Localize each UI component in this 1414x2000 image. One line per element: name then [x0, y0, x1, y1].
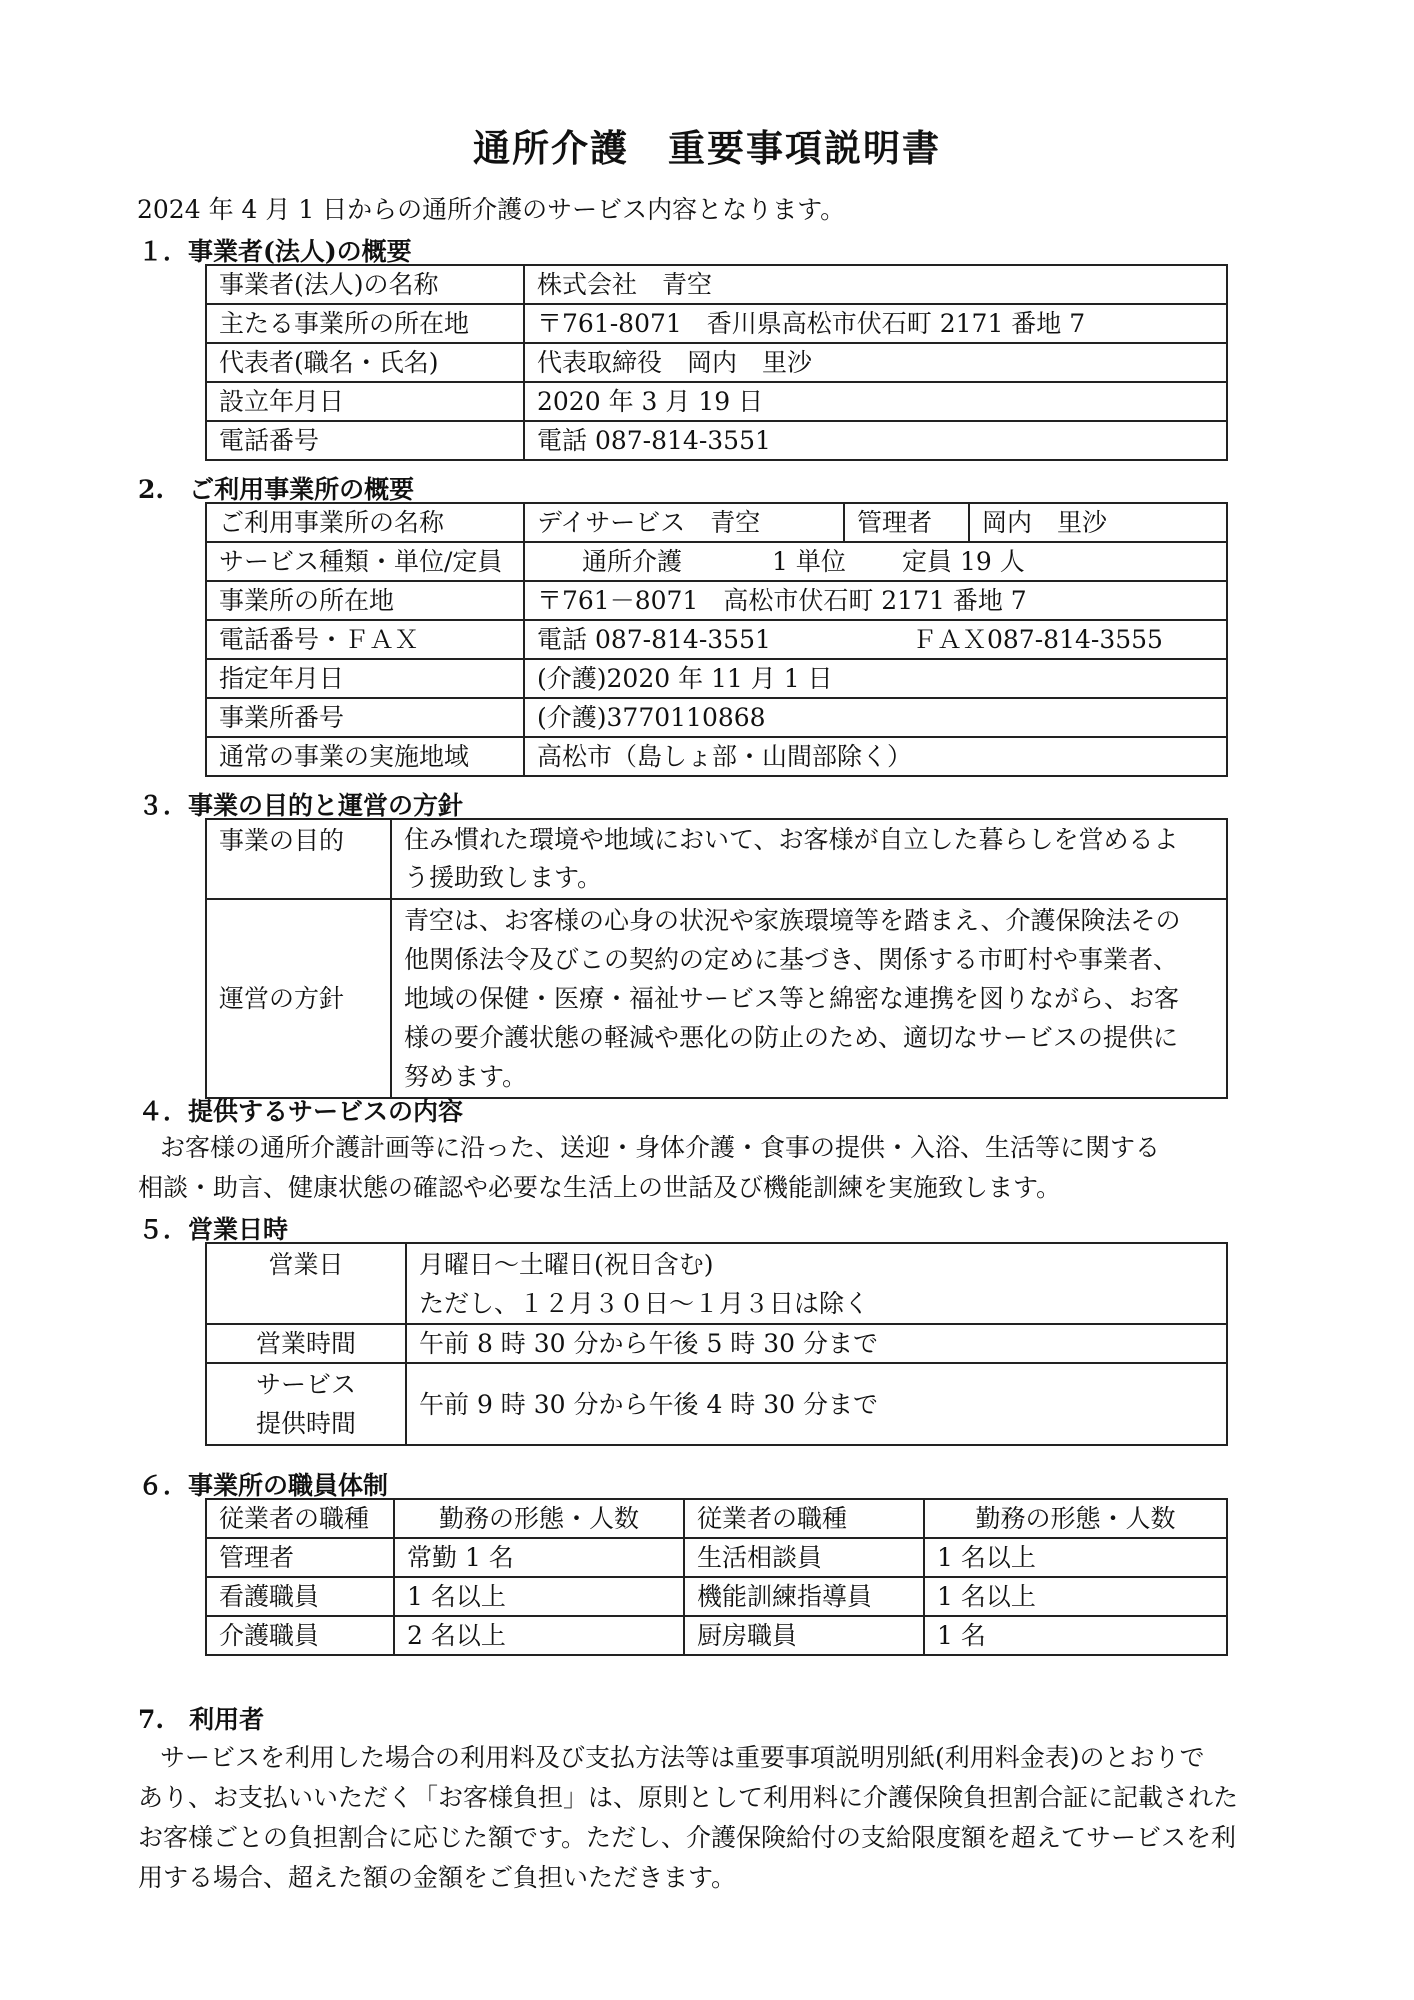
- text-line: 用する場合、超えた額の金額をご負担いただきます。: [138, 1863, 737, 1892]
- staff-table: [205, 1498, 1228, 1656]
- service-content-text: [138, 1128, 1160, 1208]
- table-row: [206, 1616, 1227, 1655]
- value-cell: 〒761-8071 香川県高松市伏石町 2171 番地 7: [524, 304, 1227, 343]
- label-cell: 事業者(法人)の名称: [206, 265, 524, 304]
- value-cell: [391, 899, 1227, 1098]
- text-line: ただし、１２月３０日～１月３日は除く: [419, 1289, 870, 1318]
- value-cell: (介護)2020 年 11 月 1 日: [524, 659, 1227, 698]
- table-row: [206, 1577, 1227, 1616]
- value-cell: [524, 620, 1227, 659]
- table-cell: 1 名以上: [924, 1577, 1227, 1616]
- table-row: [206, 1324, 1227, 1363]
- section-6-heading: ６．事業所の職員体制: [138, 1471, 389, 1500]
- service-type: 通所介護: [582, 547, 683, 576]
- table-cell: 1 名: [924, 1616, 1227, 1655]
- section-4-heading: ４．提供するサービスの内容: [138, 1097, 464, 1126]
- table-row: [206, 1363, 1227, 1445]
- value-cell: [391, 819, 1227, 899]
- table-row: [206, 737, 1227, 776]
- label-cell: 営業日: [206, 1243, 406, 1324]
- section-5-heading: ５．営業日時: [138, 1215, 289, 1244]
- office-table: [205, 502, 1228, 777]
- value-cell: 株式会社 青空: [524, 265, 1227, 304]
- label-cell: 事業所の所在地: [206, 581, 524, 620]
- table-row: [206, 343, 1227, 382]
- text-line: 相談・助言、健康状態の確認や必要な生活上の世話及び機能訓練を実施致します。: [138, 1173, 1062, 1202]
- label-cell: 通常の事業の実施地域: [206, 737, 524, 776]
- intro-text: 2024 年 4 月 1 日からの通所介護のサービス内容となります。: [137, 195, 846, 224]
- label-cell: 電話番号: [206, 421, 524, 460]
- header-cell: 勤務の形態・人数: [394, 1499, 684, 1538]
- label-cell: 主たる事業所の所在地: [206, 304, 524, 343]
- table-cell: 機能訓練指導員: [684, 1577, 924, 1616]
- fax-value: ＦＡＸ087-814-3555: [912, 625, 1163, 654]
- text-line: お客様の通所介護計画等に沿った、送迎・身体介護・食事の提供・入浴、生活等に関する: [160, 1133, 1161, 1162]
- label-cell: 代表者(職名・氏名): [206, 343, 524, 382]
- label-cell: 電話番号・ＦＡＸ: [206, 620, 524, 659]
- value-cell: 午前 9 時 30 分から午後 4 時 30 分まで: [406, 1363, 1227, 1445]
- table-cell: 介護職員: [206, 1616, 394, 1655]
- value-cell: 2020 年 3 月 19 日: [524, 382, 1227, 421]
- value-cell: デイサービス 青空: [524, 503, 844, 542]
- table-cell: 厨房職員: [684, 1616, 924, 1655]
- table-cell: 1 名以上: [394, 1577, 684, 1616]
- section-7-heading: 7. 利用者: [138, 1705, 265, 1734]
- label-cell: 営業時間: [206, 1324, 406, 1363]
- text-line: 様の要介護状態の軽減や悪化の防止のため、適切なサービスの提供に: [404, 1023, 1179, 1052]
- purpose-table: [205, 818, 1228, 1099]
- value-cell: 電話 087-814-3551: [524, 421, 1227, 460]
- table-row: [206, 382, 1227, 421]
- table-row: [206, 620, 1227, 659]
- section-2-heading: 2. ご利用事業所の概要: [138, 475, 415, 504]
- value-cell: (介護)3770110868: [524, 698, 1227, 737]
- table-row: [206, 819, 1227, 899]
- value-cell: [406, 1243, 1227, 1324]
- table-row: [206, 581, 1227, 620]
- table-cell: 管理者: [206, 1538, 394, 1577]
- table-row: [206, 542, 1227, 581]
- service-capacity: 定員 19 人: [902, 547, 1025, 576]
- label-cell: ご利用事業所の名称: [206, 503, 524, 542]
- table-row: [206, 503, 1227, 542]
- table-row: [206, 659, 1227, 698]
- value-cell: 代表取締役 岡内 里沙: [524, 343, 1227, 382]
- text-line: 提供時間: [255, 1409, 356, 1438]
- text-line: サービス: [255, 1370, 356, 1399]
- text-line: 他関係法令及びこの契約の定めに基づき、関係する市町村や事業者、: [404, 945, 1179, 974]
- table-row: [206, 1538, 1227, 1577]
- label-cell: 事業所番号: [206, 698, 524, 737]
- service-unit: 1 単位: [772, 547, 846, 576]
- table-header-row: [206, 1499, 1227, 1538]
- text-line: お客様ごとの負担割合に応じた額です。ただし、介護保険給付の支給限度額を超えてサービスを利: [138, 1823, 1237, 1852]
- text-line: 地域の保健・医療・福祉サービス等と綿密な連携を図りながら、お客: [404, 984, 1180, 1013]
- table-row: [206, 265, 1227, 304]
- user-fee-text: [138, 1738, 1238, 1898]
- header-cell: 勤務の形態・人数: [924, 1499, 1227, 1538]
- label-cell: 運営の方針: [206, 899, 391, 1098]
- value-cell: 岡内 里沙: [969, 503, 1227, 542]
- label-cell: サービス種類・単位/定員: [206, 542, 524, 581]
- text-line: う援助致します。: [404, 863, 603, 892]
- table-row: [206, 304, 1227, 343]
- section-1-heading: １．事業者(法人)の概要: [138, 237, 412, 266]
- section-3-heading: ３．事業の目的と運営の方針: [138, 791, 464, 820]
- text-line: あり、お支払いいただく「お客様負担」は、原則として利用料に介護保険負担割合証に記載された: [138, 1783, 1239, 1812]
- text-line: 努めます。: [404, 1062, 528, 1091]
- table-cell: 1 名以上: [924, 1538, 1227, 1577]
- document-title: 通所介護 重要事項説明書: [473, 126, 941, 170]
- value-cell: 午前 8 時 30 分から午後 5 時 30 分まで: [406, 1324, 1227, 1363]
- table-row: [206, 899, 1227, 1098]
- label-cell: [206, 1363, 406, 1445]
- tel-value: 電話 087-814-3551: [537, 625, 771, 654]
- business-hours-table: [205, 1242, 1228, 1446]
- value-cell: [524, 542, 1227, 581]
- header-cell: 従業者の職種: [206, 1499, 394, 1538]
- corporation-table: [205, 264, 1228, 461]
- table-row: [206, 1243, 1227, 1324]
- text-line: サービスを利用した場合の利用料及び支払方法等は重要事項説明別紙(利用料金表)のとおりで: [160, 1743, 1205, 1772]
- text-line: 住み慣れた環境や地域において、お客様が自立した暮らしを営めるよ: [404, 825, 1179, 854]
- table-row: [206, 421, 1227, 460]
- table-cell: 常勤 1 名: [394, 1538, 684, 1577]
- table-cell: 看護職員: [206, 1577, 394, 1616]
- table-row: [206, 698, 1227, 737]
- table-cell: 生活相談員: [684, 1538, 924, 1577]
- label-cell: 事業の目的: [206, 819, 391, 899]
- label-cell: 設立年月日: [206, 382, 524, 421]
- header-cell: 従業者の職種: [684, 1499, 924, 1538]
- table-cell: 2 名以上: [394, 1616, 684, 1655]
- label-cell: 指定年月日: [206, 659, 524, 698]
- text-line: 月曜日～土曜日(祝日含む): [419, 1250, 714, 1279]
- label-cell: 管理者: [844, 503, 969, 542]
- value-cell: 〒761－8071 高松市伏石町 2171 番地 7: [524, 581, 1227, 620]
- text-line: 青空は、お客様の心身の状況や家族環境等を踏まえ、介護保険法その: [404, 906, 1181, 935]
- value-cell: 高松市（島しょ部・山間部除く）: [524, 737, 1227, 776]
